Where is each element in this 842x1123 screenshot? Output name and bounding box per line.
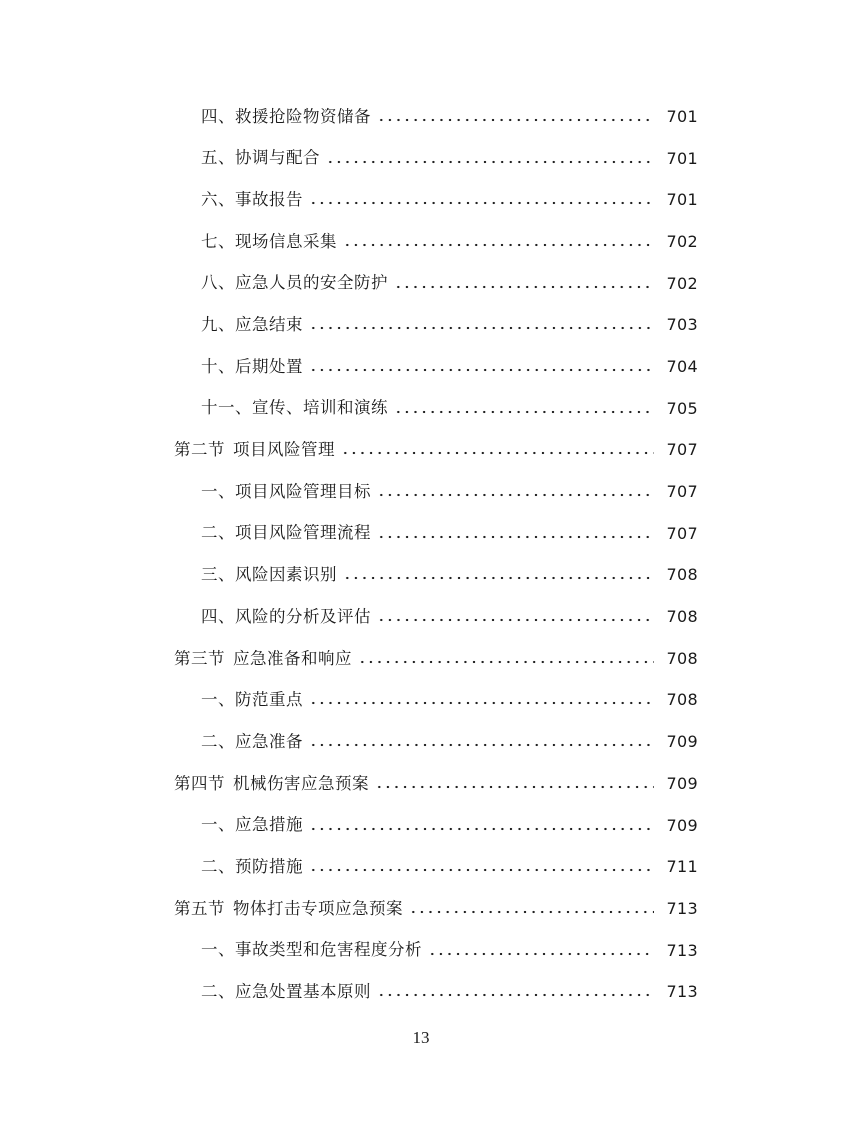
toc-entry-text: 十一、宣传、培训和演练 — [201, 398, 388, 418]
dot-leader — [377, 493, 654, 497]
toc-page-number: 709 — [666, 815, 698, 835]
toc-section-number: 第五节 — [174, 898, 225, 918]
dot-leader — [428, 952, 654, 956]
dot-leader — [309, 201, 654, 205]
toc-subsection-entry — [0, 471, 842, 513]
toc-page-number: 701 — [666, 148, 698, 168]
dot-leader — [309, 743, 654, 747]
toc-page-number: 702 — [666, 273, 698, 293]
toc-entry-title — [201, 400, 388, 417]
dot-leader — [394, 285, 654, 289]
toc-page-number: 705 — [666, 398, 698, 418]
dot-leader — [309, 868, 654, 872]
toc-entry-title — [201, 731, 303, 751]
toc-entry-title — [201, 275, 388, 292]
toc-subsection-entry — [0, 221, 842, 263]
toc-subsection-entry — [0, 971, 842, 1013]
dot-leader — [341, 451, 654, 455]
dot-leader — [326, 160, 654, 164]
toc-page-number: 707 — [666, 482, 698, 502]
toc-entry-text: 一、应急措施 — [201, 815, 303, 835]
toc-page-number: 707 — [666, 440, 698, 460]
toc-page-number: 701 — [666, 106, 698, 126]
toc-subsection-entry — [0, 346, 842, 388]
toc-entry-text: 一、事故类型和危害程度分析 — [201, 940, 422, 960]
toc-section-entry — [0, 638, 842, 680]
dot-leader — [377, 618, 654, 622]
toc-entry-text: 六、事故报告 — [201, 189, 303, 209]
dot-leader — [309, 701, 654, 705]
toc-entry-title — [201, 317, 303, 334]
toc-entry-text: 二、项目风险管理流程 — [201, 523, 371, 543]
dot-leader — [309, 827, 654, 831]
toc-subsection-entry — [0, 846, 842, 888]
dot-leader — [409, 910, 654, 914]
toc-subsection-entry — [0, 263, 842, 305]
toc-page-number: 704 — [666, 356, 698, 376]
toc-section-number: 第三节 — [174, 648, 225, 668]
toc-page-number: 711 — [666, 857, 698, 877]
toc-entry-text: 应急准备和响应 — [233, 648, 352, 668]
toc-entry-title — [201, 856, 303, 876]
toc-section-number: 第二节 — [174, 440, 225, 460]
toc-entry-text: 二、应急准备 — [201, 731, 303, 751]
dot-leader — [377, 118, 654, 122]
toc-page-number: 709 — [666, 732, 698, 752]
toc-entry-title — [201, 481, 371, 501]
toc-entry-text: 一、项目风险管理目标 — [201, 481, 371, 501]
toc-page-number: 702 — [666, 231, 698, 251]
toc-entry-text: 一、防范重点 — [201, 690, 303, 710]
toc-subsection-entry — [0, 96, 842, 138]
toc-entry-title — [174, 773, 369, 793]
toc-entry-title — [201, 692, 303, 709]
toc-entry-text: 机械伤害应急预案 — [233, 773, 369, 793]
toc-page-number: 707 — [666, 523, 698, 543]
dot-leader — [377, 535, 654, 539]
dot-leader — [375, 785, 654, 789]
toc-entry-title — [201, 606, 371, 626]
toc-entry-title — [201, 356, 303, 376]
toc-entry-text: 项目风险管理 — [233, 440, 335, 460]
toc-subsection-entry — [0, 179, 842, 221]
dot-leader — [343, 576, 654, 580]
toc-entry-text: 七、现场信息采集 — [201, 231, 337, 251]
toc-page-number: 701 — [666, 190, 698, 210]
toc-entry-title — [201, 150, 320, 167]
toc-entry-text: 五、协调与配合 — [201, 148, 320, 168]
dot-leader — [377, 993, 654, 997]
dot-leader — [309, 368, 654, 372]
toc-section-number: 第四节 — [174, 773, 225, 793]
toc-page-number: 713 — [666, 982, 698, 1002]
toc-page-number: 703 — [666, 315, 698, 335]
toc-entry-title — [201, 106, 371, 126]
toc-entry-title — [201, 817, 303, 834]
toc-page-number: 709 — [666, 773, 698, 793]
toc-entry-text: 四、风险的分析及评估 — [201, 606, 371, 626]
toc-entry-text: 物体打击专项应急预案 — [233, 898, 403, 918]
toc-entry-text: 十、后期处置 — [201, 356, 303, 376]
dot-leader — [358, 660, 654, 664]
toc-subsection-entry — [0, 304, 842, 346]
toc-entry-text: 九、应急结束 — [201, 315, 303, 335]
toc-entry-text: 二、应急处置基本原则 — [201, 982, 371, 1002]
toc-entry-title — [201, 189, 303, 209]
toc-entry-text: 二、预防措施 — [201, 856, 303, 876]
toc-entry-title — [201, 567, 337, 584]
toc-entry-title — [201, 525, 371, 542]
toc-entry-title — [201, 984, 371, 1001]
toc-subsection-entry — [0, 721, 842, 763]
toc-page-number: 708 — [666, 690, 698, 710]
toc-page-number: 713 — [666, 940, 698, 960]
toc-section-entry — [0, 888, 842, 930]
dot-leader — [343, 243, 654, 247]
toc-entry-text: 三、风险因素识别 — [201, 565, 337, 585]
toc-subsection-entry — [0, 680, 842, 722]
toc-entry-title — [174, 648, 352, 668]
toc-entry-title — [201, 942, 422, 959]
toc-subsection-entry — [0, 555, 842, 597]
toc-subsection-entry — [0, 513, 842, 555]
toc-subsection-entry — [0, 596, 842, 638]
dot-leader — [309, 326, 654, 330]
toc-section-entry — [0, 430, 842, 472]
toc-subsection-entry — [0, 138, 842, 180]
dot-leader — [394, 410, 654, 414]
toc-page-number: 708 — [666, 565, 698, 585]
page-number: 13 — [412, 1028, 430, 1047]
toc-entry-title — [174, 442, 335, 459]
toc-subsection-entry — [0, 388, 842, 430]
toc-entry-text: 四、救援抢险物资储备 — [201, 106, 371, 126]
toc-entry-title — [201, 231, 337, 251]
toc-page-number: 708 — [666, 607, 698, 627]
toc-page-number: 708 — [666, 648, 698, 668]
toc-section-entry — [0, 763, 842, 805]
toc-page-number: 713 — [666, 898, 698, 918]
toc-subsection-entry — [0, 805, 842, 847]
toc-entry-title — [174, 898, 403, 918]
toc-entry-text: 八、应急人员的安全防护 — [201, 273, 388, 293]
table-of-contents — [0, 96, 842, 1013]
toc-subsection-entry — [0, 930, 842, 972]
